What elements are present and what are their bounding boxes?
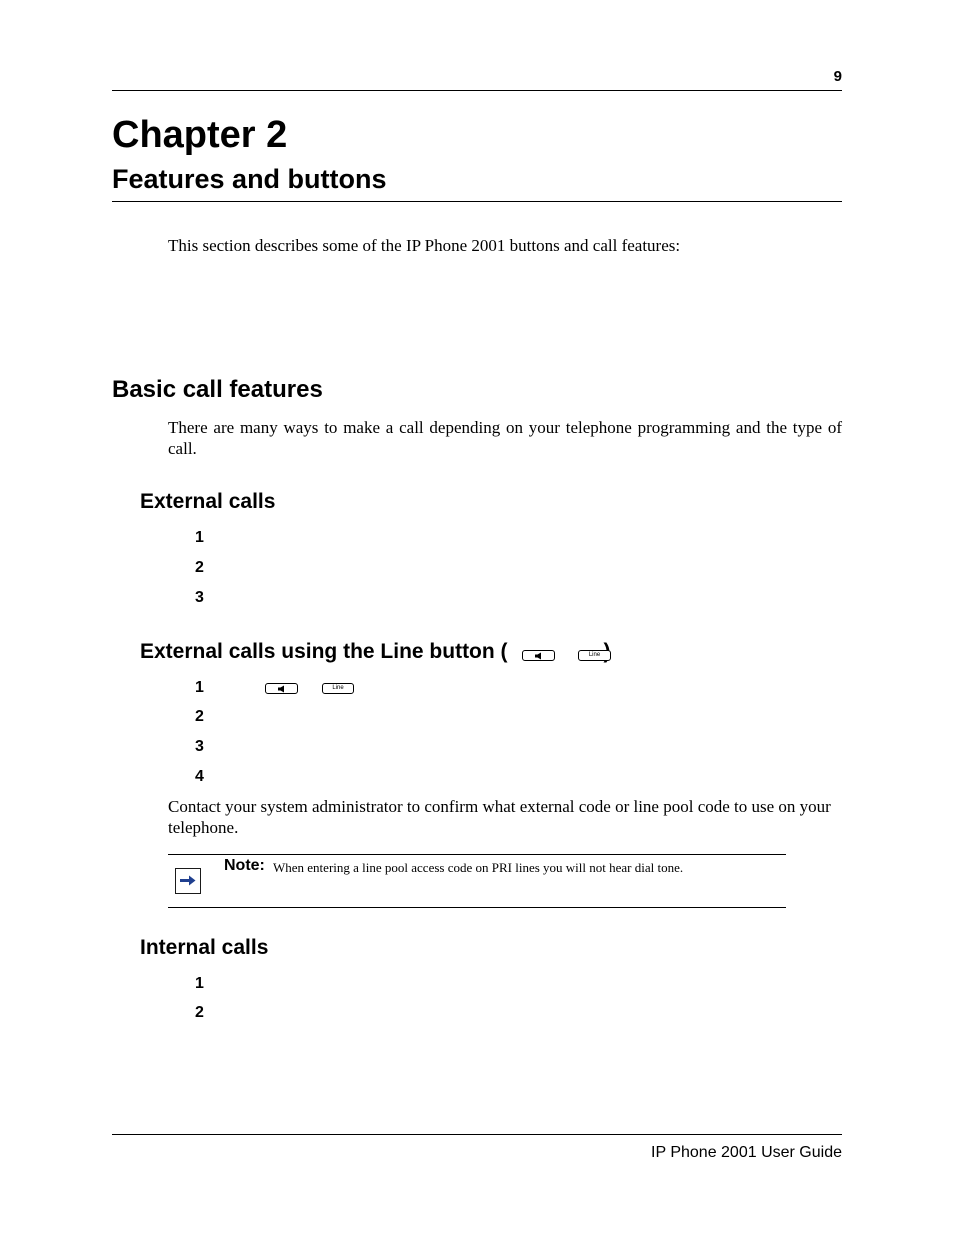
basic-call-features-text: There are many ways to make a call depending on your telephone programming and the type of call. xyxy=(168,418,842,458)
speaker-icon xyxy=(278,685,286,692)
external-calls-heading: External calls xyxy=(140,490,276,513)
note-box xyxy=(168,854,786,908)
line-step-number: 1 xyxy=(195,679,204,696)
line-step-number: 3 xyxy=(195,738,204,755)
external-step-number: 2 xyxy=(195,559,204,576)
line-key-label: Line xyxy=(588,652,601,658)
footer-guide-title: IP Phone 2001 User Guide xyxy=(651,1144,842,1161)
external-step-number: 1 xyxy=(195,529,204,546)
basic-call-features-heading: Basic call features xyxy=(112,376,323,403)
note-text: When entering a line pool access code on PRI lines you will not hear dial tone. xyxy=(273,860,684,875)
chapter-title: Chapter 2 xyxy=(112,114,288,156)
line-key-icon xyxy=(322,683,354,694)
line-key-icon xyxy=(578,650,611,661)
contact-administrator-text: Contact your system administrator to confirm what external code or line pool code to use on your telephone. xyxy=(168,797,831,837)
line-key-label: Line xyxy=(332,685,344,691)
internal-step-number: 1 xyxy=(195,975,204,992)
intro-paragraph: This section describes some of the IP Phone 2001 buttons and call features: xyxy=(168,236,681,255)
handsfree-key-icon xyxy=(522,650,555,661)
footer-rule xyxy=(112,1134,842,1135)
page-number: 9 xyxy=(833,68,842,85)
line-step-number: 4 xyxy=(195,768,204,785)
note-label: Note: xyxy=(224,857,265,874)
external-step-number: 3 xyxy=(195,589,204,606)
internal-step-number: 2 xyxy=(195,1004,204,1021)
line-button-heading-text: External calls using the Line button ( xyxy=(140,640,508,663)
header-rule xyxy=(112,90,842,91)
chapter-subtitle: Features and buttons xyxy=(112,164,387,194)
internal-calls-heading: Internal calls xyxy=(140,936,269,959)
handsfree-key-icon xyxy=(265,683,298,694)
line-step-number: 2 xyxy=(195,708,204,725)
speaker-icon xyxy=(535,652,543,659)
right-arrow-icon xyxy=(175,868,201,894)
chapter-rule xyxy=(112,201,842,202)
